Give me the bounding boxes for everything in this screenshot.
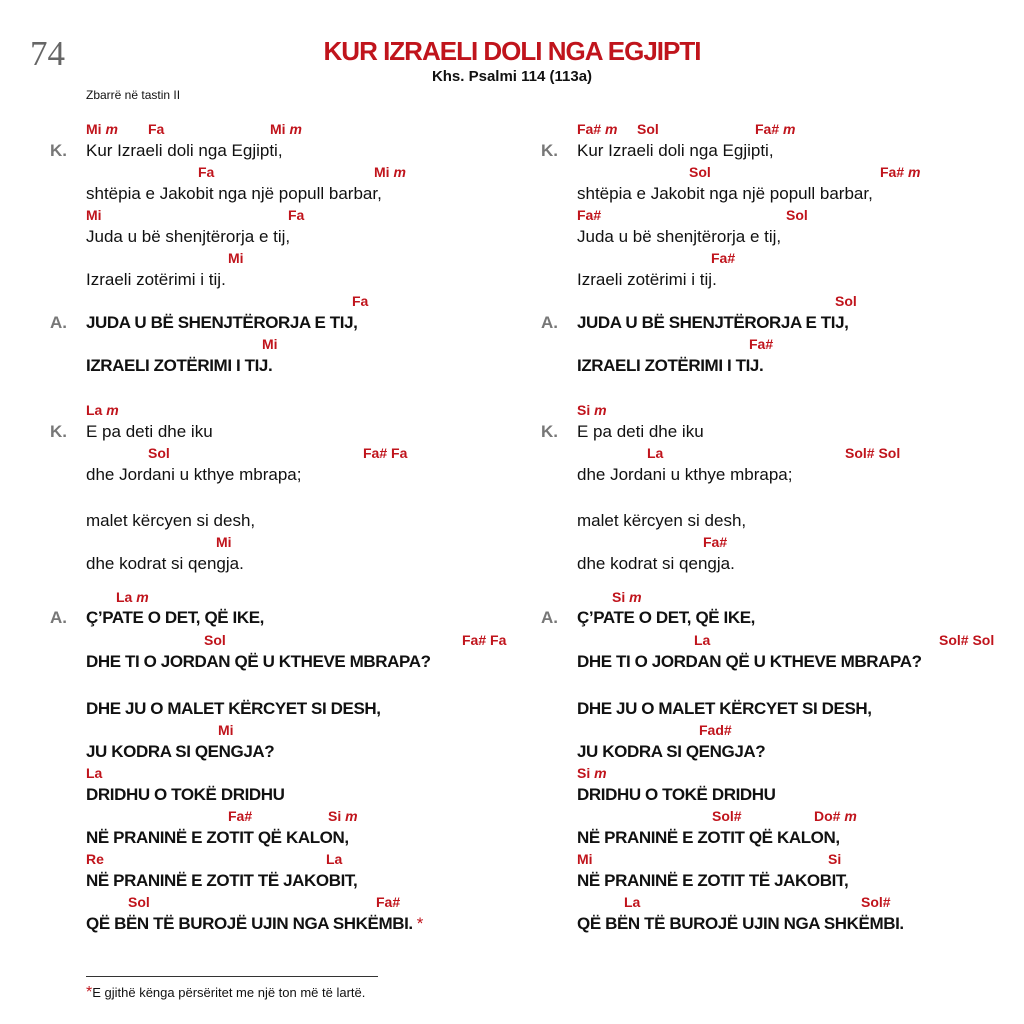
chord: Fa# [376, 894, 401, 910]
lyric-line: JUDA U BË SHENJTËRORJA E TIJ, [86, 313, 358, 332]
lyric-line: E pa deti dhe iku [86, 422, 213, 441]
chord: Sol [637, 121, 659, 137]
lyric-line: shtëpia e Jakobit nga një popull barbar, [577, 184, 873, 203]
chord: Fa# [228, 808, 253, 824]
chord: Mi [86, 207, 102, 223]
chord: La [86, 765, 103, 781]
capo-instruction: Zbarrë në tastin II [86, 88, 181, 102]
role-all: A. [50, 608, 67, 627]
lyric-line: dhe kodrat si qengja. [577, 554, 735, 573]
chord: La m [86, 402, 119, 418]
lyric-line: Kur Izraeli doli nga Egjipti, [577, 141, 774, 160]
lyric-line: DHE TI O JORDAN QË U KTHEVE MBRAPA? [86, 652, 431, 671]
chord: Sol [786, 207, 808, 223]
lyric-line: Izraeli zotërimi i tij. [577, 270, 717, 289]
lyric-line: IZRAELI ZOTËRIMI I TIJ. [86, 356, 273, 375]
lyric-line: Juda u bë shenjtërorja e tij, [86, 227, 291, 246]
lyric-line: IZRAELI ZOTËRIMI I TIJ. [577, 356, 764, 375]
lyric-line: DHE JU O MALET KËRCYET SI DESH, [86, 699, 381, 718]
role-cantor: K. [50, 141, 67, 160]
lyric-line: DRIDHU O TOKË DRIDHU [86, 785, 285, 804]
lyric-line: dhe Jordani u kthye mbrapa; [577, 465, 793, 484]
chord: Sol# Sol [939, 632, 995, 648]
chord: Fa# m [755, 121, 796, 137]
chord: Sol [148, 445, 170, 461]
chord: Fa# Fa [363, 445, 408, 461]
lyric-line: malet kërcyen si desh, [86, 511, 256, 530]
footnote-divider [86, 976, 378, 977]
chord: Si m [577, 765, 607, 781]
footnote-marker: * [416, 914, 423, 933]
lyric-line: QË BËN TË BUROJË UJIN NGA SHKËMBI. [577, 914, 904, 933]
chord: Mi [577, 851, 593, 867]
chord: Sol [835, 293, 857, 309]
footnote-text: E gjithë kënga përsëritet me një ton më të lartë. [92, 985, 366, 1000]
chord: Si m [577, 402, 607, 418]
chord: Si m [612, 589, 642, 605]
left-column [0, 0, 507, 1024]
lyric-line: DHE JU O MALET KËRCYET SI DESH, [577, 699, 872, 718]
role-cantor: K. [50, 422, 67, 441]
lyric-line: DRIDHU O TOKË DRIDHU [577, 785, 776, 804]
chord: Mi [228, 250, 244, 266]
chord: Sol# Sol [845, 445, 901, 461]
lyric-line: JU KODRA SI QENGJA? [577, 742, 766, 761]
chord: Fa [288, 207, 305, 223]
lyric-line: DHE TI O JORDAN QË U KTHEVE MBRAPA? [577, 652, 922, 671]
song-title: KUR IZRAELI DOLI NGA EGJIPTI [323, 36, 701, 66]
chord: Fa# Fa [462, 632, 507, 648]
lyric-line: shtëpia e Jakobit nga një popull barbar, [86, 184, 382, 203]
chord: La m [116, 589, 149, 605]
chord: La [624, 894, 641, 910]
right-column [491, 0, 995, 1024]
chord: Fa# [749, 336, 774, 352]
lyric-line: dhe Jordani u kthye mbrapa; [86, 465, 302, 484]
lyric-line: Ç’PATE O DET, QË IKE, [577, 608, 755, 627]
chord: Si [828, 851, 842, 867]
chord: Mi m [86, 121, 118, 137]
chord: Sol [689, 164, 711, 180]
chord: Sol# [861, 894, 891, 910]
chord: La [694, 632, 711, 648]
lyric-line: dhe kodrat si qengja. [86, 554, 244, 573]
chord: Si m [328, 808, 358, 824]
chord: Fad# [699, 722, 732, 738]
chord: Sol [128, 894, 150, 910]
chord: La [326, 851, 343, 867]
chord: Mi [218, 722, 234, 738]
chord: Fa [352, 293, 369, 309]
chord: Re [86, 851, 104, 867]
role-all: A. [50, 313, 67, 332]
chord: Sol# [712, 808, 742, 824]
chord: Sol [204, 632, 226, 648]
chord: Fa# m [577, 121, 618, 137]
chord: Fa# m [880, 164, 921, 180]
lyric-line: JU KODRA SI QENGJA? [86, 742, 275, 761]
footnote-star: * [86, 984, 93, 1001]
chord: Fa# [703, 534, 728, 550]
lyric-line: NË PRANINË E ZOTIT QË KALON, [577, 828, 840, 847]
lyric-line: Kur Izraeli doli nga Egjipti, [86, 141, 283, 160]
lyric-line: Ç’PATE O DET, QË IKE, [86, 608, 264, 627]
chord: Fa# [711, 250, 736, 266]
role-cantor: K. [541, 141, 558, 160]
chord: Mi m [270, 121, 302, 137]
lyric-line: NË PRANINË E ZOTIT TË JAKOBIT, [577, 871, 849, 890]
lyric-line: NË PRANINË E ZOTIT QË KALON, [86, 828, 349, 847]
lyric-line: JUDA U BË SHENJTËRORJA E TIJ, [577, 313, 849, 332]
lyric-line: NË PRANINË E ZOTIT TË JAKOBIT, [86, 871, 358, 890]
chord: Fa# [577, 207, 602, 223]
chord: Fa [148, 121, 165, 137]
lyric-line: Izraeli zotërimi i tij. [86, 270, 226, 289]
chord: Do# m [814, 808, 857, 824]
chord: La [647, 445, 664, 461]
chord: Mi [262, 336, 278, 352]
song-subtitle: Khs. Psalmi 114 (113a) [431, 68, 593, 85]
role-all: A. [541, 313, 558, 332]
footnote [86, 984, 365, 1002]
chord: Mi [216, 534, 232, 550]
chord: Fa [198, 164, 215, 180]
lyric-line: QË BËN TË BUROJË UJIN NGA SHKËMBI. * [86, 914, 423, 933]
lyric-line: E pa deti dhe iku [577, 422, 704, 441]
role-cantor: K. [541, 422, 558, 441]
lyric-line: Juda u bë shenjtërorja e tij, [577, 227, 782, 246]
role-all: A. [541, 608, 558, 627]
lyric-line: malet kërcyen si desh, [577, 511, 747, 530]
chord: Mi m [374, 164, 406, 180]
page-number: 74 [30, 34, 65, 73]
